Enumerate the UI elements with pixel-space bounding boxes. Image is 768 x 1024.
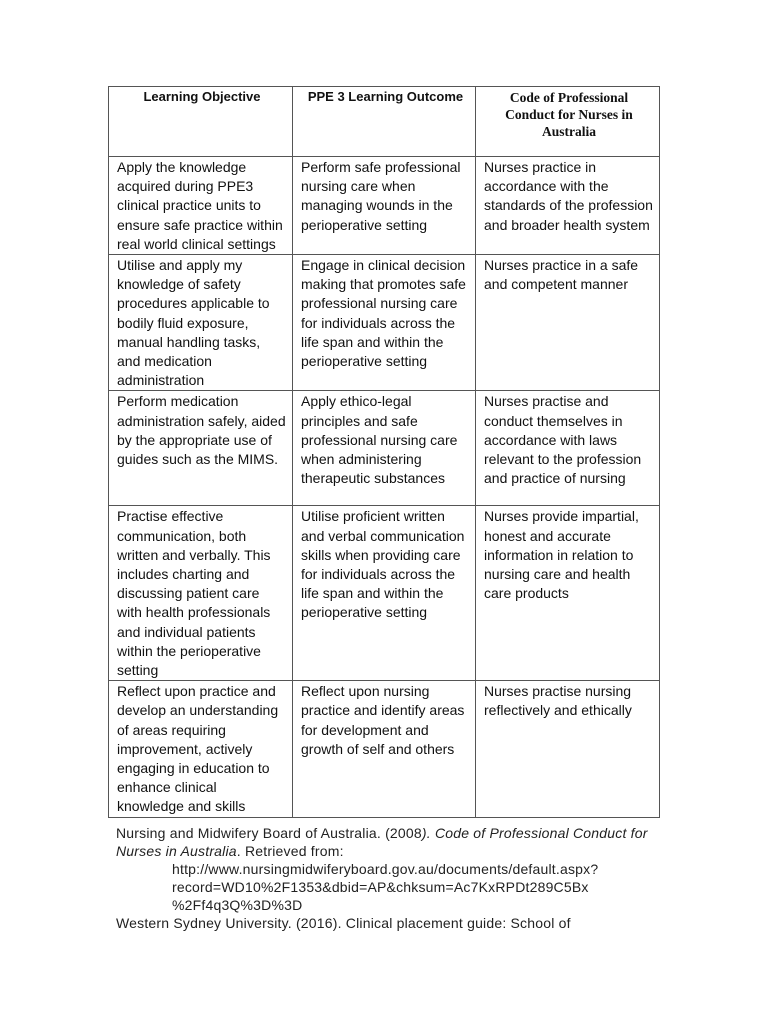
reference-author: Nursing and Midwifery Board of Australia. (2008 bbox=[116, 825, 422, 841]
table-row bbox=[109, 681, 660, 817]
objectives-table bbox=[108, 86, 660, 818]
reference-title: Code of Professional Conduct for Nurses in Australia bbox=[116, 825, 648, 859]
reference-wsu: Western Sydney University. (2016). Clinical placement guide: School of bbox=[116, 915, 571, 931]
header-learning-objective: Learning Objective bbox=[109, 87, 293, 157]
reference-paren: ). bbox=[421, 825, 431, 841]
header-ppe3-outcome: PPE 3 Learning Outcome bbox=[293, 87, 476, 157]
cell-outcome: Reflect upon nursing practice and identify areas for development and growth of self and others bbox=[293, 681, 476, 817]
cell-code: Nurses practice in accordance with the standards of the profession and broader health system bbox=[476, 157, 660, 255]
cell-code: Nurses provide impartial, honest and accurate information in relation to nursing care and health care products bbox=[476, 506, 660, 681]
reference-url-line[interactable]: %2Ff4q3Q%3D%3D bbox=[172, 897, 303, 913]
reference-nmba bbox=[116, 824, 676, 914]
reference-url-line[interactable]: record=WD10%2F1353&dbid=AP&chksum=Ac7KxRPDt289C5Bx bbox=[172, 879, 589, 895]
cell-outcome: Perform safe professional nursing care when managing wounds in the perioperative setting bbox=[293, 157, 476, 255]
cell-objective: Utilise and apply my knowledge of safety procedures applicable to bodily fluid exposure, manual handling tasks, and medication administration bbox=[109, 255, 293, 391]
cell-objective: Reflect upon practice and develop an understanding of areas requiring improvement, actively engaging in education to enhance clinical knowledge and skills bbox=[109, 681, 293, 817]
reference-url-line[interactable]: http://www.nursingmidwiferyboard.gov.au/documents/default.aspx? bbox=[172, 861, 599, 877]
reference-list bbox=[116, 824, 676, 932]
cell-objective: Apply the knowledge acquired during PPE3 clinical practice units to ensure safe practice within real world clinical settings bbox=[109, 157, 293, 255]
table-header-row bbox=[109, 87, 660, 157]
cell-outcome: Utilise proficient written and verbal communication skills when providing care for individuals across the life span and within the perioperative setting bbox=[293, 506, 476, 681]
header-code-of-conduct: Code of Professional Conduct for Nurses in Australia bbox=[476, 87, 660, 157]
cell-code: Nurses practice in a safe and competent manner bbox=[476, 255, 660, 391]
table-row bbox=[109, 506, 660, 681]
reference-retrieved: . Retrieved from: bbox=[236, 843, 344, 859]
cell-code: Nurses practise nursing reflectively and ethically bbox=[476, 681, 660, 817]
cell-objective: Perform medication administration safely, aided by the appropriate use of guides such as the MIMS. bbox=[109, 391, 293, 506]
table-row bbox=[109, 255, 660, 391]
table-row bbox=[109, 157, 660, 255]
cell-objective: Practise effective communication, both written and verbally. This includes charting and discussing patient care with health professionals and individual patients within the perioperative setting bbox=[109, 506, 293, 681]
table-row bbox=[109, 391, 660, 506]
cell-outcome: Apply ethico-legal principles and safe professional nursing care when administering therapeutic substances bbox=[293, 391, 476, 506]
cell-code: Nurses practise and conduct themselves in accordance with laws relevant to the profession and practice of nursing bbox=[476, 391, 660, 506]
cell-outcome: Engage in clinical decision making that promotes safe professional nursing care for individuals across the life span and within the perioperative setting bbox=[293, 255, 476, 391]
